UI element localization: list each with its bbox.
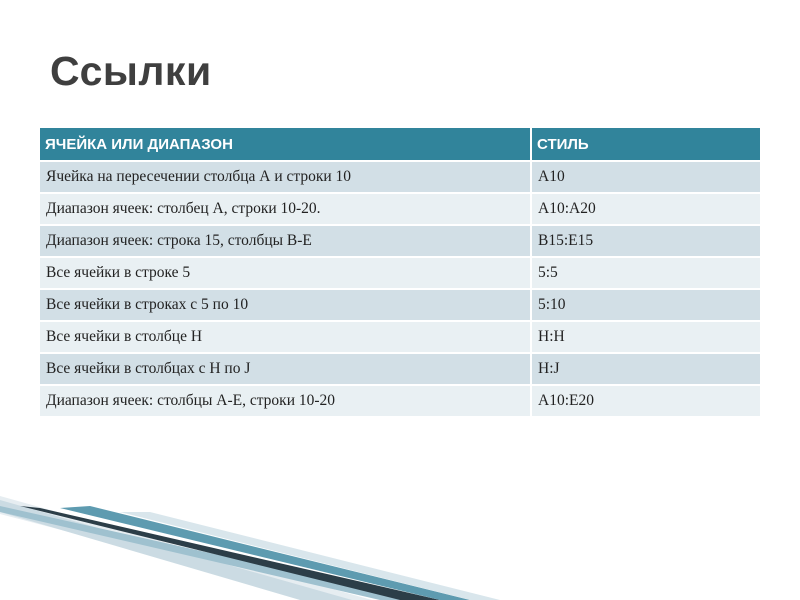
table-row — [40, 353, 760, 385]
row-style: A10:E20 — [531, 385, 760, 416]
swoosh-teal — [60, 506, 470, 600]
row-description: Ячейка на пересечении столбца А и строки 10 — [40, 161, 531, 193]
slide-title: Ссылки — [50, 48, 212, 94]
row-style: A10 — [531, 161, 760, 193]
table-row — [40, 161, 760, 193]
row-style: A10:A20 — [531, 193, 760, 225]
row-description: Диапазон ячеек: столбец А, строки 10-20. — [40, 193, 531, 225]
row-description: Диапазон ячеек: столбцы А-E, строки 10-20 — [40, 385, 531, 416]
row-description: Все ячейки в строках с 5 по 10 — [40, 289, 531, 321]
table-row — [40, 257, 760, 289]
column-header-cell-or-range: ЯЧЕЙКА ИЛИ ДИАПАЗОН — [40, 128, 531, 161]
table-row — [40, 289, 760, 321]
swoosh-dark — [20, 506, 440, 600]
table-header-row — [40, 128, 760, 161]
row-style: H:H — [531, 321, 760, 353]
row-style: 5:10 — [531, 289, 760, 321]
swoosh-shadow — [0, 496, 372, 600]
row-description: Диапазон ячеек: строка 15, столбцы B-E — [40, 225, 531, 257]
table-row — [40, 225, 760, 257]
row-description: Все ячейки в столбцах с H по J — [40, 353, 531, 385]
row-style: B15:E15 — [531, 225, 760, 257]
row-description: Все ячейки в строке 5 — [40, 257, 531, 289]
table-row — [40, 193, 760, 225]
row-style: 5:5 — [531, 257, 760, 289]
swoosh-mid — [0, 506, 420, 600]
references-table — [40, 128, 760, 416]
row-style: H:J — [531, 353, 760, 385]
swoosh-pale — [120, 512, 500, 600]
column-header-style: СТИЛЬ — [531, 128, 760, 161]
row-description: Все ячейки в столбце H — [40, 321, 531, 353]
swoosh-light — [0, 500, 352, 600]
table-row — [40, 385, 760, 416]
table-row — [40, 321, 760, 353]
